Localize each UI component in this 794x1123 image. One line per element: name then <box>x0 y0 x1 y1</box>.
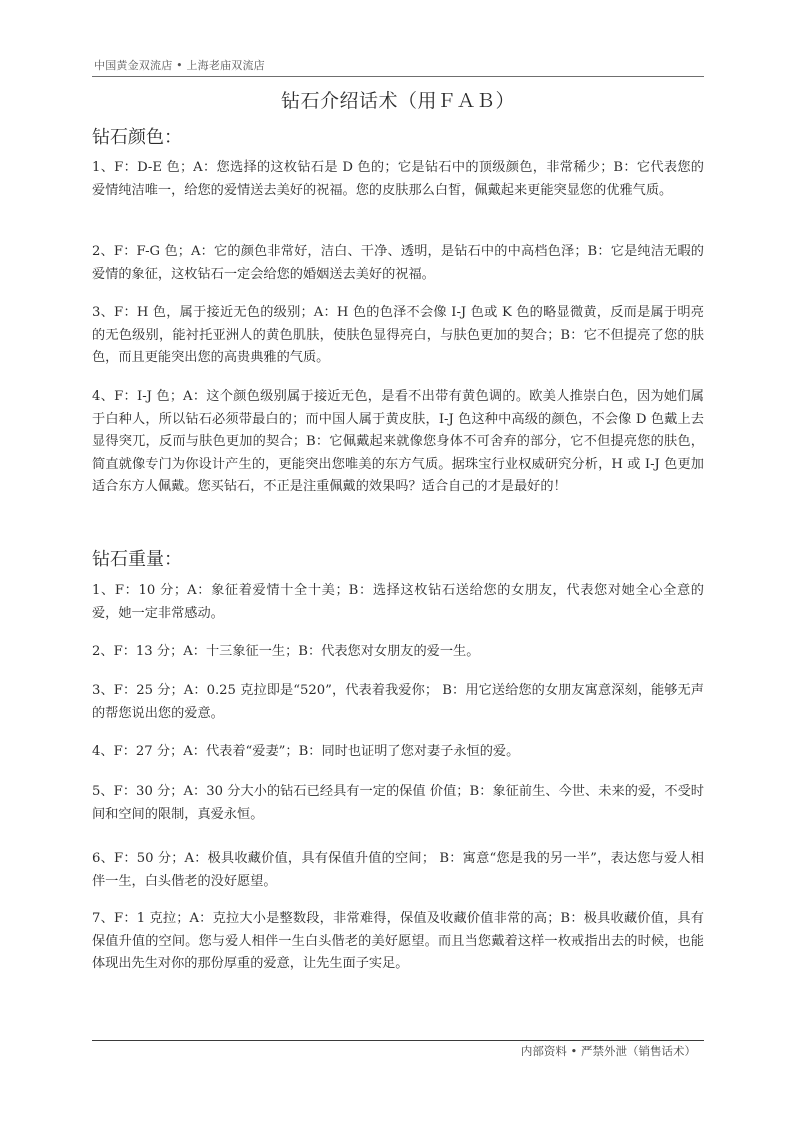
footer-text: 内部资料 • 严禁外泄（销售话术） <box>520 1044 696 1058</box>
color-item-1: 1、F：D-E 色；A：您选择的这枚钻石是 D 色的；它是钻石中的顶级颜色，非常稀少；B：它代表您的爱情纯洁唯一，给您的爱情送去美好的祝福。您的皮肤那么白皙，佩戴起来更能突显您的优雅气质。 <box>92 160 704 198</box>
color-item-3: 3、F：H 色，属于接近无色的级别；A：H 色的色泽不会像 I-J 色或 K 色的略显微黄，反而是属于明亮的无色级别，能衬托亚洲人的黄色肌肤，使肤色显得亮白，与肤色更加的契合；B：它不但提亮了您的肤色，而且更能突出您的高贵典雅的气质。 <box>92 305 704 365</box>
section-heading-color: 钻石颜色： <box>92 127 182 148</box>
page-header <box>92 56 704 77</box>
weight-item-2: 2、F：13 分；A：十三象征一生；B：代表您对女朋友的爱一生。 <box>92 644 480 659</box>
weight-item-3: 3、F：25 分；A：0.25 克拉即是“520”，代表着我爱你； B：用它送给您的女朋友寓意深刻，能够无声的帮您说出您的爱意。 <box>92 683 704 721</box>
weight-item-7: 7、F：1 克拉；A：克拉大小是整数段，非常难得，保值及收藏价值非常的高；B：极具收藏价值，具有保值升值的空间。您与爱人相伴一生白头偕老的美好愿望。而且当您戴着这样一枚戒指出去的时候，也能体现出先生对你的那份厚重的爱意，让先生面子实足。 <box>92 911 704 971</box>
header-text: 中国黄金双流店 • 上海老庙双流店 <box>94 59 265 72</box>
weight-item-1: 1、F：10 分；A：象征着爱情十全十美；B：选择这枚钻石送给您的女朋友，代表您对她全心全意的 爱，她一定非常感动。 <box>92 583 704 621</box>
document-title: 钻石介绍话术（用ＦＡＢ） <box>280 90 515 112</box>
weight-item-6: 6、F：50 分；A：极具收藏价值，具有保值升值的空间； B：寓意“您是我的另一半”，表达您与爱人相伴一生，白头偕老的没好愿望。 <box>92 851 704 889</box>
color-item-2: 2、F：F-G 色；A：它的颜色非常好，洁白、干净、透明，是钻石中的中高档色泽；B：它是纯洁无暇的爱情的象征，这枚钻石一定会给您的婚姻送去美好的祝福。 <box>92 244 704 282</box>
weight-item-4: 4、F：27 分；A：代表着“爱妻”；B：同时也证明了您对妻子永恒的爱。 <box>92 744 520 759</box>
color-item-4: 4、F：I-J 色；A：这个颜色级别属于接近无色，是看不出带有黄色调的。欧美人推崇白色，因为她们属于白种人，所以钻石必须带最白的；而中国人属于黄皮肤，I-J 色这种中高级的颜色，不会像 D 色戴上去显得突兀，反而与肤色更加的契合；B：它佩戴起来就像您身体不可舍弃的部分，它不但提亮您的肤色，简直就像专门为你设计产生的，更能突出您唯美的东方气质。据珠宝行业权威研究分析，H 或 I-J 色更加适合东方人佩戴。您买钻石，不正是注重佩戴的效果吗？适合自己的才是最好的！ <box>92 389 704 494</box>
page-footer <box>92 1040 704 1061</box>
section-heading-weight: 钻石重量： <box>92 549 182 570</box>
weight-item-5: 5、F：30 分；A：30 分大小的钻石已经具有一定的保值 价值；B：象征前生、今世、未来的爱，不受时间和空间的限制，真爱永恒。 <box>92 784 704 822</box>
